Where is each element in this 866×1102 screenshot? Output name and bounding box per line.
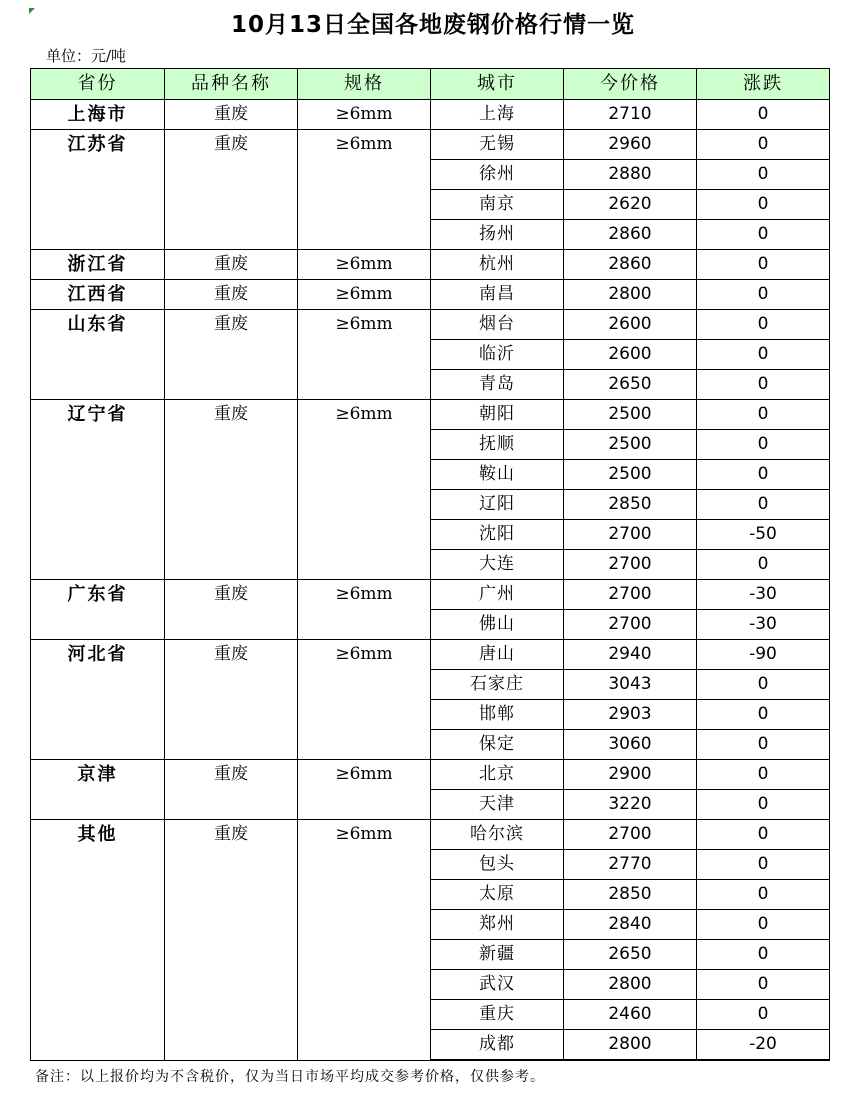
table-row (31, 580, 830, 610)
spec-cell: ≥6mm (298, 760, 431, 820)
change-cell: 0 (697, 550, 830, 580)
city-cell: 佛山 (431, 610, 564, 640)
change-cell: 0 (697, 310, 830, 340)
city-cell: 包头 (431, 850, 564, 880)
price-cell: 2840 (564, 910, 697, 940)
price-cell: 2500 (564, 460, 697, 490)
price-cell: 2710 (564, 100, 697, 130)
price-cell: 2960 (564, 130, 697, 160)
variety-cell: 重废 (165, 250, 298, 280)
province-cell: 河北省 (31, 640, 165, 760)
city-cell: 邯郸 (431, 700, 564, 730)
change-cell: 0 (697, 130, 830, 160)
price-cell: 2850 (564, 880, 697, 910)
price-cell: 3220 (564, 790, 697, 820)
change-cell: 0 (697, 280, 830, 310)
spec-cell: ≥6mm (298, 640, 431, 760)
unit-label: 单位：元/吨 (46, 47, 127, 65)
col-header-spec: 规格 (298, 69, 431, 100)
city-cell: 上海 (431, 100, 564, 130)
city-cell: 武汉 (431, 970, 564, 1000)
province-cell: 其他 (31, 820, 165, 1061)
price-cell: 3060 (564, 730, 697, 760)
price-cell: 3043 (564, 670, 697, 700)
city-cell: 保定 (431, 730, 564, 760)
city-cell: 重庆 (431, 1000, 564, 1030)
city-cell: 无锡 (431, 130, 564, 160)
price-cell: 2860 (564, 250, 697, 280)
change-cell: 0 (697, 250, 830, 280)
price-cell: 2903 (564, 700, 697, 730)
price-cell: 2800 (564, 280, 697, 310)
variety-cell: 重废 (165, 760, 298, 820)
price-cell: 2700 (564, 580, 697, 610)
change-cell: 0 (697, 790, 830, 820)
change-cell: -20 (697, 1030, 830, 1061)
change-cell: 0 (697, 220, 830, 250)
table-row (31, 250, 830, 280)
change-cell: 0 (697, 850, 830, 880)
price-cell: 2770 (564, 850, 697, 880)
change-cell: -50 (697, 520, 830, 550)
change-cell: 0 (697, 100, 830, 130)
province-cell: 辽宁省 (31, 400, 165, 580)
table-row (31, 400, 830, 430)
city-cell: 沈阳 (431, 520, 564, 550)
city-cell: 扬州 (431, 220, 564, 250)
city-cell: 大连 (431, 550, 564, 580)
table-row (31, 640, 830, 670)
spec-cell: ≥6mm (298, 130, 431, 250)
table-row (31, 100, 830, 130)
variety-cell: 重废 (165, 130, 298, 250)
change-cell: 0 (697, 760, 830, 790)
price-cell: 2460 (564, 1000, 697, 1030)
change-cell: 0 (697, 490, 830, 520)
price-cell: 2650 (564, 940, 697, 970)
table-row (31, 760, 830, 790)
city-cell: 鞍山 (431, 460, 564, 490)
table-row (31, 820, 830, 850)
city-cell: 石家庄 (431, 670, 564, 700)
variety-cell: 重废 (165, 100, 298, 130)
city-cell: 朝阳 (431, 400, 564, 430)
city-cell: 杭州 (431, 250, 564, 280)
change-cell: 0 (697, 400, 830, 430)
city-cell: 烟台 (431, 310, 564, 340)
change-cell: 0 (697, 700, 830, 730)
spec-cell: ≥6mm (298, 100, 431, 130)
change-cell: 0 (697, 940, 830, 970)
spec-cell: ≥6mm (298, 310, 431, 400)
change-cell: -30 (697, 610, 830, 640)
spec-cell: ≥6mm (298, 280, 431, 310)
city-cell: 南京 (431, 190, 564, 220)
price-cell: 2600 (564, 340, 697, 370)
city-cell: 抚顺 (431, 430, 564, 460)
change-cell: 0 (697, 880, 830, 910)
price-table (30, 68, 830, 1061)
page-title: 10月13日全国各地废钢价格行情一览 (230, 12, 635, 38)
price-cell: 2850 (564, 490, 697, 520)
city-cell: 广州 (431, 580, 564, 610)
col-header-province: 省份 (31, 69, 165, 100)
variety-cell: 重废 (165, 640, 298, 760)
city-cell: 青岛 (431, 370, 564, 400)
price-cell: 2620 (564, 190, 697, 220)
province-cell: 浙江省 (31, 250, 165, 280)
city-cell: 徐州 (431, 160, 564, 190)
col-header-change: 涨跌 (697, 69, 830, 100)
province-cell: 上海市 (31, 100, 165, 130)
spec-cell: ≥6mm (298, 820, 431, 1061)
change-cell: 0 (697, 730, 830, 760)
variety-cell: 重废 (165, 580, 298, 640)
price-cell: 2700 (564, 610, 697, 640)
table-row (31, 280, 830, 310)
price-table-body (31, 100, 830, 1061)
change-cell: 0 (697, 370, 830, 400)
header-row (31, 69, 830, 100)
change-cell: 0 (697, 430, 830, 460)
price-cell: 2650 (564, 370, 697, 400)
footnote: 备注：以上报价均为不含税价，仅为当日市场平均成交参考价格，仅供参考。 (35, 1069, 545, 1085)
province-cell: 江西省 (31, 280, 165, 310)
variety-cell: 重废 (165, 280, 298, 310)
price-cell: 2860 (564, 220, 697, 250)
city-cell: 哈尔滨 (431, 820, 564, 850)
price-cell: 2800 (564, 1030, 697, 1061)
variety-cell: 重废 (165, 310, 298, 400)
change-cell: 0 (697, 670, 830, 700)
change-cell: 0 (697, 460, 830, 490)
city-cell: 南昌 (431, 280, 564, 310)
price-cell: 2700 (564, 550, 697, 580)
variety-cell: 重废 (165, 820, 298, 1061)
spec-cell: ≥6mm (298, 580, 431, 640)
variety-cell: 重废 (165, 400, 298, 580)
province-cell: 京津 (31, 760, 165, 820)
province-cell: 广东省 (31, 580, 165, 640)
change-cell: -30 (697, 580, 830, 610)
spec-cell: ≥6mm (298, 250, 431, 280)
price-cell: 2500 (564, 430, 697, 460)
change-cell: 0 (697, 160, 830, 190)
price-cell: 2700 (564, 820, 697, 850)
col-header-variety: 品种名称 (165, 69, 298, 100)
change-cell: 0 (697, 1000, 830, 1030)
change-cell: 0 (697, 910, 830, 940)
change-cell: 0 (697, 820, 830, 850)
price-cell: 2880 (564, 160, 697, 190)
spec-cell: ≥6mm (298, 400, 431, 580)
change-cell: 0 (697, 190, 830, 220)
city-cell: 新疆 (431, 940, 564, 970)
city-cell: 郑州 (431, 910, 564, 940)
price-cell: 2940 (564, 640, 697, 670)
price-cell: 2800 (564, 970, 697, 1000)
change-cell: 0 (697, 970, 830, 1000)
city-cell: 太原 (431, 880, 564, 910)
city-cell: 北京 (431, 760, 564, 790)
city-cell: 唐山 (431, 640, 564, 670)
change-cell: -90 (697, 640, 830, 670)
table-row (31, 130, 830, 160)
col-header-price: 今价格 (564, 69, 697, 100)
province-cell: 山东省 (31, 310, 165, 400)
city-cell: 临沂 (431, 340, 564, 370)
city-cell: 辽阳 (431, 490, 564, 520)
change-cell: 0 (697, 340, 830, 370)
col-header-city: 城市 (431, 69, 564, 100)
table-row (31, 310, 830, 340)
price-cell: 2600 (564, 310, 697, 340)
price-cell: 2700 (564, 520, 697, 550)
province-cell: 江苏省 (31, 130, 165, 250)
city-cell: 天津 (431, 790, 564, 820)
price-cell: 2500 (564, 400, 697, 430)
city-cell: 成都 (431, 1030, 564, 1061)
price-cell: 2900 (564, 760, 697, 790)
